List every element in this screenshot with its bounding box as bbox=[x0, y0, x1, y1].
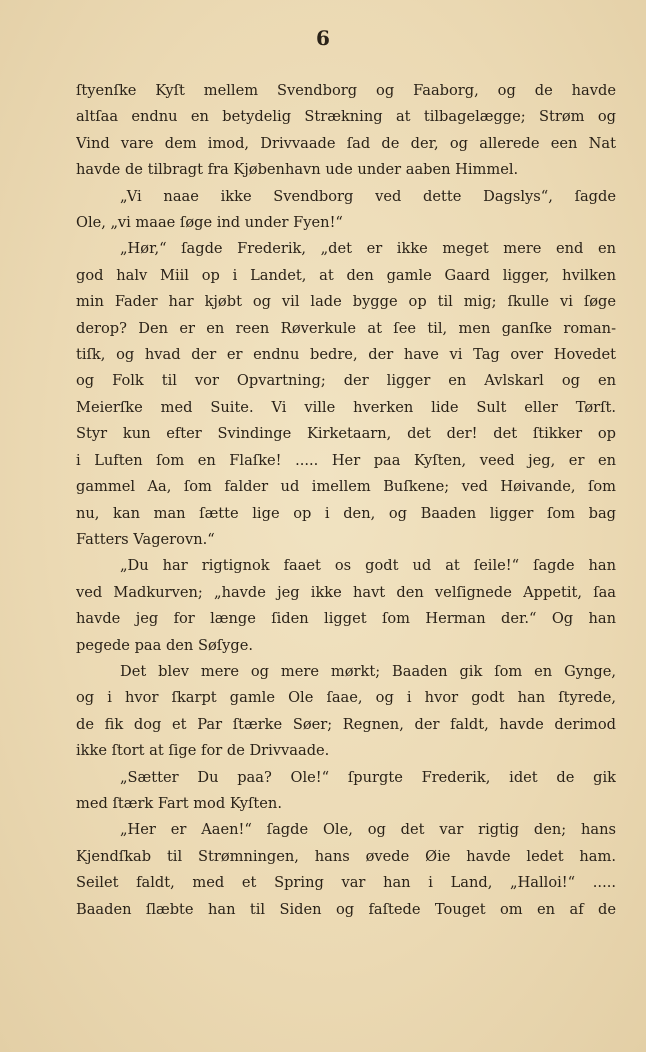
body-text bbox=[76, 78, 616, 923]
text-line: derop? Den er en reen Røverkule at ſee til, men ganſke roman- bbox=[76, 319, 616, 337]
text-line: de fik dog et Par ſtærke Søer; Regnen, der faldt, havde derimod bbox=[76, 715, 616, 733]
text-line: og Folk til vor Opvartning; der ligger en Avlskarl og en bbox=[76, 372, 616, 390]
text-line: „Sætter Du paa? Ole!“ ſpurgte Frederik, idet de gik bbox=[120, 768, 616, 786]
text-line: Styr kun efter Svindinge Kirketaarn, det der! det ſtikker op bbox=[76, 425, 616, 443]
text-line: ſtyenſke Kyſt mellem Svendborg og Faaborg, og de havde bbox=[76, 82, 616, 99]
text-line: nu, kan man ſætte lige op i den, og Baaden ligger ſom bag bbox=[76, 504, 616, 522]
text-line: tiſk, og hvad der er endnu bedre, der have vi Tag over Hovedet bbox=[76, 346, 616, 364]
text-line: Det blev mere og mere mørkt; Baaden gik ſom en Gynge, bbox=[120, 662, 616, 680]
text-line: havde de tilbragt fra Kjøbenhavn ude under aaben Himmel. bbox=[76, 161, 519, 179]
text-line: Seilet faldt, med et Spring var han i Land, „Halloi!“ ..... bbox=[76, 874, 616, 892]
text-line: Fatters Vagerovn.“ bbox=[76, 530, 215, 548]
text-line: „Her er Aaen!“ ſagde Ole, og det var rigtig den; hans bbox=[120, 821, 616, 839]
text-line: Baaden ſlæbte han til Siden og faſtede Touget om en af de bbox=[76, 900, 616, 918]
text-line: ikke ſtort at ſige for de Drivvaade. bbox=[76, 742, 330, 760]
text-line: havde jeg for længe ſiden ligget ſom Herman der.“ Og han bbox=[76, 610, 616, 628]
text-line: Vind vare dem imod, Drivvaade ſad de der, og allerede een Nat bbox=[76, 134, 616, 152]
text-line: i Luften ſom en Flaſke! ..... Her paa Kyſten, veed jeg, er en bbox=[76, 451, 616, 469]
text-line: altſaa endnu en betydelig Strækning at tilbagelægge; Strøm og bbox=[76, 108, 616, 126]
text-line: med ſtærk Fart mod Kyſten. bbox=[76, 794, 282, 812]
text-line: og i hvor ſkarpt gamle Ole ſaae, og i hvor godt han ſtyrede, bbox=[76, 689, 616, 707]
text-line: pegede paa den Søſyge. bbox=[76, 636, 254, 654]
text-line: „Vi naae ikke Svendborg ved dette Dagslys“, ſagde bbox=[120, 187, 616, 205]
text-line: Meierſke med Suite. Vi ville hverken lide Sult eller Tørſt. bbox=[76, 398, 616, 416]
text-line: god halv Miil op i Landet, at den gamle Gaard ligger, hvilken bbox=[76, 266, 616, 284]
text-line: ved Madkurven; „havde jeg ikke havt den velſignede Appetit, ſaa bbox=[76, 583, 616, 601]
text-line: „Hør,“ ſagde Frederik, „det er ikke meget mere end en bbox=[120, 240, 616, 258]
text-line: Kjendſkab til Strømningen, hans øvede Øie havde ledet ham. bbox=[76, 847, 616, 865]
text-line: „Du har rigtignok faaet os godt ud at ſeile!“ ſagde han bbox=[120, 557, 616, 575]
text-line: min Fader har kjøbt og vil lade bygge op til mig; ſkulle vi ſøge bbox=[76, 293, 616, 311]
page-number: 6 bbox=[316, 26, 330, 50]
text-line: gammel Aa, ſom falder ud imellem Buſkene; ved Høivande, ſom bbox=[76, 478, 616, 496]
text-line: Ole, „vi maae ſøge ind under Fyen!“ bbox=[76, 214, 343, 232]
